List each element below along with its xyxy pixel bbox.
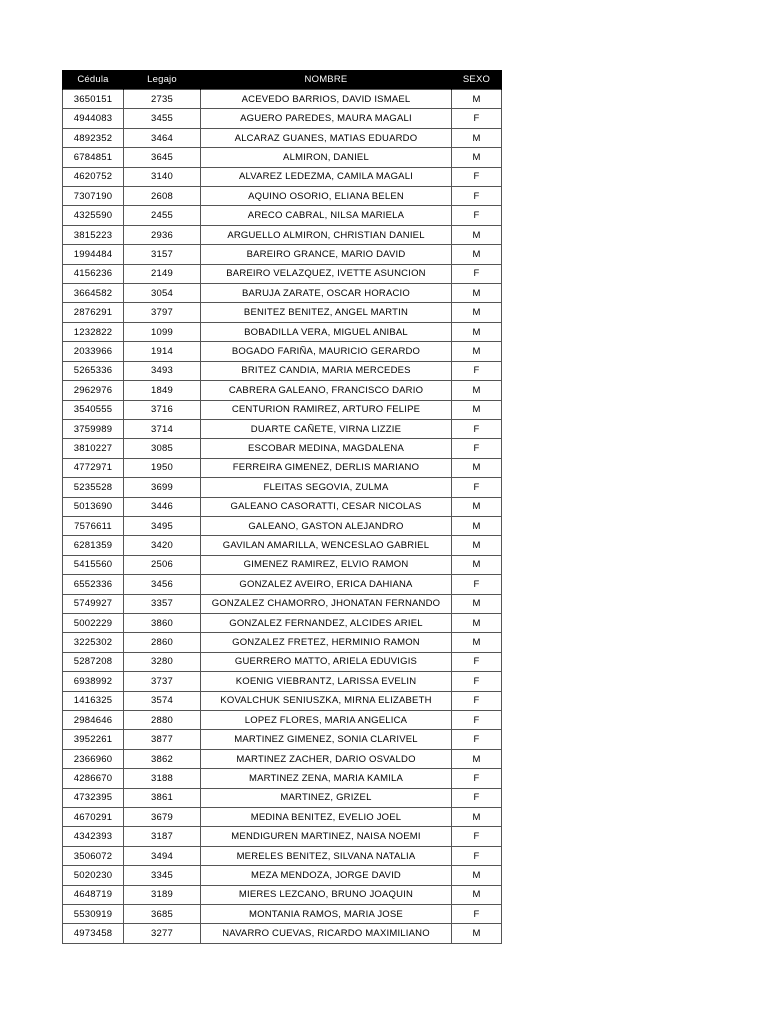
- nombre-cell: MEZA MENDOZA, JORGE DAVID: [201, 866, 452, 885]
- legajo-cell: 3645: [124, 148, 201, 167]
- legajo-cell: 3714: [124, 419, 201, 438]
- legajo-cell: 2455: [124, 206, 201, 225]
- cedula-cell: 5013690: [63, 497, 124, 516]
- legajo-cell: 3054: [124, 284, 201, 303]
- header-sexo: SEXO: [452, 70, 502, 90]
- sexo-cell: M: [452, 90, 502, 109]
- cedula-cell: 7576611: [63, 516, 124, 535]
- sexo-cell: M: [452, 381, 502, 400]
- table-row: [63, 672, 502, 691]
- cedula-cell: 6552336: [63, 575, 124, 594]
- table-row: [63, 652, 502, 671]
- table-row: [63, 769, 502, 788]
- nombre-cell: CENTURION RAMIREZ, ARTURO FELIPE: [201, 400, 452, 419]
- table-body: [63, 90, 502, 944]
- nombre-cell: LOPEZ FLORES, MARIA ANGELICA: [201, 711, 452, 730]
- legajo-cell: 3085: [124, 439, 201, 458]
- sexo-cell: F: [452, 419, 502, 438]
- nombre-cell: GALEANO, GASTON ALEJANDRO: [201, 516, 452, 535]
- sexo-cell: M: [452, 536, 502, 555]
- sexo-cell: M: [452, 303, 502, 322]
- legajo-cell: 3277: [124, 924, 201, 943]
- legajo-cell: 2149: [124, 264, 201, 283]
- nombre-cell: MARTINEZ GIMENEZ, SONIA CLARIVEL: [201, 730, 452, 749]
- legajo-cell: 3495: [124, 516, 201, 535]
- nombre-cell: ALCARAZ GUANES, MATIAS EDUARDO: [201, 128, 452, 147]
- nombre-cell: BOGADO FARIÑA, MAURICIO GERARDO: [201, 342, 452, 361]
- legajo-cell: 3455: [124, 109, 201, 128]
- table-row: [63, 303, 502, 322]
- table-row: [63, 924, 502, 943]
- legajo-cell: 3446: [124, 497, 201, 516]
- nombre-cell: MENDIGUREN MARTINEZ, NAISA NOEMI: [201, 827, 452, 846]
- legajo-cell: 3420: [124, 536, 201, 555]
- table-row: [63, 167, 502, 186]
- cedula-cell: 3815223: [63, 225, 124, 244]
- nombre-cell: BAREIRO VELAZQUEZ, IVETTE ASUNCION: [201, 264, 452, 283]
- sexo-cell: F: [452, 439, 502, 458]
- nombre-cell: GUERRERO MATTO, ARIELA EDUVIGIS: [201, 652, 452, 671]
- legajo-cell: 3861: [124, 788, 201, 807]
- legajo-cell: 3685: [124, 905, 201, 924]
- table-row: [63, 264, 502, 283]
- nombre-cell: FLEITAS SEGOVIA, ZULMA: [201, 478, 452, 497]
- table-row: [63, 575, 502, 594]
- legajo-cell: 3574: [124, 691, 201, 710]
- cedula-cell: 4156236: [63, 264, 124, 283]
- cedula-cell: 3952261: [63, 730, 124, 749]
- cedula-cell: 4325590: [63, 206, 124, 225]
- nombre-cell: GONZALEZ FERNANDEZ, ALCIDES ARIEL: [201, 613, 452, 632]
- cedula-cell: 5265336: [63, 361, 124, 380]
- nombre-cell: BOBADILLA VERA, MIGUEL ANIBAL: [201, 322, 452, 341]
- sexo-cell: F: [452, 187, 502, 206]
- table-row: [63, 148, 502, 167]
- nombre-cell: BRITEZ CANDIA, MARIA MERCEDES: [201, 361, 452, 380]
- sexo-cell: M: [452, 885, 502, 904]
- sexo-cell: M: [452, 322, 502, 341]
- cedula-cell: 5287208: [63, 652, 124, 671]
- legajo-cell: 3456: [124, 575, 201, 594]
- cedula-cell: 5530919: [63, 905, 124, 924]
- table-row: [63, 128, 502, 147]
- nombre-cell: MEDINA BENITEZ, EVELIO JOEL: [201, 808, 452, 827]
- sexo-cell: M: [452, 148, 502, 167]
- table-row: [63, 225, 502, 244]
- header-nombre: NOMBRE: [201, 70, 452, 90]
- sexo-cell: M: [452, 245, 502, 264]
- legajo-cell: 3877: [124, 730, 201, 749]
- cedula-cell: 4670291: [63, 808, 124, 827]
- nombre-cell: ESCOBAR MEDINA, MAGDALENA: [201, 439, 452, 458]
- legajo-cell: 3716: [124, 400, 201, 419]
- nombre-cell: ALVAREZ LEDEZMA, CAMILA MAGALI: [201, 167, 452, 186]
- legajo-cell: 3187: [124, 827, 201, 846]
- sexo-cell: F: [452, 711, 502, 730]
- legajo-cell: 3280: [124, 652, 201, 671]
- nombre-cell: DUARTE CAÑETE, VIRNA LIZZIE: [201, 419, 452, 438]
- nombre-cell: ACEVEDO BARRIOS, DAVID ISMAEL: [201, 90, 452, 109]
- nombre-cell: GALEANO CASORATTI, CESAR NICOLAS: [201, 497, 452, 516]
- legajo-cell: 3357: [124, 594, 201, 613]
- cedula-cell: 6938992: [63, 672, 124, 691]
- sexo-cell: F: [452, 206, 502, 225]
- cedula-cell: 3664582: [63, 284, 124, 303]
- cedula-cell: 4732395: [63, 788, 124, 807]
- sexo-cell: F: [452, 264, 502, 283]
- cedula-cell: 4648719: [63, 885, 124, 904]
- table-row: [63, 827, 502, 846]
- table-row: [63, 497, 502, 516]
- sexo-cell: M: [452, 284, 502, 303]
- sexo-cell: M: [452, 924, 502, 943]
- cedula-cell: 4342393: [63, 827, 124, 846]
- sexo-cell: F: [452, 905, 502, 924]
- header-row: [63, 70, 502, 90]
- table-row: [63, 516, 502, 535]
- legajo-cell: 3862: [124, 749, 201, 768]
- table-row: [63, 245, 502, 264]
- legajo-cell: 2608: [124, 187, 201, 206]
- table-row: [63, 187, 502, 206]
- legajo-cell: 2735: [124, 90, 201, 109]
- nombre-cell: CABRERA GALEANO, FRANCISCO DARIO: [201, 381, 452, 400]
- table-row: [63, 885, 502, 904]
- sexo-cell: M: [452, 633, 502, 652]
- nombre-cell: GONZALEZ CHAMORRO, JHONATAN FERNANDO: [201, 594, 452, 613]
- cedula-cell: 5235528: [63, 478, 124, 497]
- nombre-cell: GONZALEZ AVEIRO, ERICA DAHIANA: [201, 575, 452, 594]
- table-row: [63, 322, 502, 341]
- table-row: [63, 749, 502, 768]
- cedula-cell: 3650151: [63, 90, 124, 109]
- cedula-cell: 1994484: [63, 245, 124, 264]
- legajo-cell: 3699: [124, 478, 201, 497]
- legajo-cell: 3493: [124, 361, 201, 380]
- legajo-cell: 3464: [124, 128, 201, 147]
- nombre-cell: BAREIRO GRANCE, MARIO DAVID: [201, 245, 452, 264]
- nombre-cell: ARGUELLO ALMIRON, CHRISTIAN DANIEL: [201, 225, 452, 244]
- table-row: [63, 555, 502, 574]
- sexo-cell: F: [452, 361, 502, 380]
- cedula-cell: 2962976: [63, 381, 124, 400]
- sexo-cell: F: [452, 691, 502, 710]
- sexo-cell: F: [452, 672, 502, 691]
- sexo-cell: M: [452, 128, 502, 147]
- table-row: [63, 808, 502, 827]
- header-legajo: Legajo: [124, 70, 201, 90]
- legajo-cell: 3188: [124, 769, 201, 788]
- legajo-cell: 2936: [124, 225, 201, 244]
- table-row: [63, 342, 502, 361]
- cedula-cell: 4973458: [63, 924, 124, 943]
- sexo-cell: F: [452, 109, 502, 128]
- table-row: [63, 613, 502, 632]
- cedula-cell: 2366960: [63, 749, 124, 768]
- legajo-cell: 3737: [124, 672, 201, 691]
- table-row: [63, 633, 502, 652]
- sexo-cell: M: [452, 866, 502, 885]
- personnel-table: [62, 70, 502, 944]
- table-row: [63, 90, 502, 109]
- cedula-cell: 5749927: [63, 594, 124, 613]
- nombre-cell: GONZALEZ FRETEZ, HERMINIO RAMON: [201, 633, 452, 652]
- nombre-cell: AQUINO OSORIO, ELIANA BELEN: [201, 187, 452, 206]
- header-cedula: Cédula: [63, 70, 124, 90]
- cedula-cell: 1416325: [63, 691, 124, 710]
- table-row: [63, 381, 502, 400]
- nombre-cell: AGUERO PAREDES, MAURA MAGALI: [201, 109, 452, 128]
- nombre-cell: ALMIRON, DANIEL: [201, 148, 452, 167]
- nombre-cell: MARTINEZ ZACHER, DARIO OSVALDO: [201, 749, 452, 768]
- table-row: [63, 400, 502, 419]
- table-row: [63, 730, 502, 749]
- sexo-cell: F: [452, 478, 502, 497]
- nombre-cell: MONTANIA RAMOS, MARIA JOSE: [201, 905, 452, 924]
- table-row: [63, 905, 502, 924]
- cedula-cell: 4892352: [63, 128, 124, 147]
- sexo-cell: F: [452, 827, 502, 846]
- nombre-cell: KOVALCHUK SENIUSZKA, MIRNA ELIZABETH: [201, 691, 452, 710]
- legajo-cell: 2860: [124, 633, 201, 652]
- legajo-cell: 3679: [124, 808, 201, 827]
- legajo-cell: 3797: [124, 303, 201, 322]
- sexo-cell: M: [452, 613, 502, 632]
- table-row: [63, 594, 502, 613]
- table-row: [63, 711, 502, 730]
- cedula-cell: 3810227: [63, 439, 124, 458]
- table-row: [63, 536, 502, 555]
- cedula-cell: 5020230: [63, 866, 124, 885]
- table-row: [63, 458, 502, 477]
- sexo-cell: M: [452, 400, 502, 419]
- table-row: [63, 439, 502, 458]
- sexo-cell: F: [452, 846, 502, 865]
- nombre-cell: ARECO CABRAL, NILSA MARIELA: [201, 206, 452, 225]
- sexo-cell: F: [452, 652, 502, 671]
- cedula-cell: 4620752: [63, 167, 124, 186]
- sexo-cell: M: [452, 516, 502, 535]
- legajo-cell: 1849: [124, 381, 201, 400]
- cedula-cell: 7307190: [63, 187, 124, 206]
- legajo-cell: 1950: [124, 458, 201, 477]
- sexo-cell: F: [452, 575, 502, 594]
- legajo-cell: 3494: [124, 846, 201, 865]
- cedula-cell: 3506072: [63, 846, 124, 865]
- sexo-cell: F: [452, 769, 502, 788]
- table-row: [63, 866, 502, 885]
- cedula-cell: 1232822: [63, 322, 124, 341]
- cedula-cell: 2876291: [63, 303, 124, 322]
- cedula-cell: 5002229: [63, 613, 124, 632]
- sexo-cell: F: [452, 788, 502, 807]
- sexo-cell: F: [452, 167, 502, 186]
- nombre-cell: NAVARRO CUEVAS, RICARDO MAXIMILIANO: [201, 924, 452, 943]
- cedula-cell: 4286670: [63, 769, 124, 788]
- legajo-cell: 3860: [124, 613, 201, 632]
- nombre-cell: BENITEZ BENITEZ, ANGEL MARTIN: [201, 303, 452, 322]
- cedula-cell: 3225302: [63, 633, 124, 652]
- table-row: [63, 206, 502, 225]
- nombre-cell: MARTINEZ, GRIZEL: [201, 788, 452, 807]
- nombre-cell: MARTINEZ ZENA, MARIA KAMILA: [201, 769, 452, 788]
- legajo-cell: 2506: [124, 555, 201, 574]
- sexo-cell: M: [452, 594, 502, 613]
- sexo-cell: M: [452, 555, 502, 574]
- cedula-cell: 6784851: [63, 148, 124, 167]
- sexo-cell: M: [452, 458, 502, 477]
- legajo-cell: 1099: [124, 322, 201, 341]
- sexo-cell: M: [452, 342, 502, 361]
- legajo-cell: 1914: [124, 342, 201, 361]
- legajo-cell: 3189: [124, 885, 201, 904]
- table-row: [63, 691, 502, 710]
- sexo-cell: M: [452, 497, 502, 516]
- cedula-cell: 6281359: [63, 536, 124, 555]
- sexo-cell: M: [452, 225, 502, 244]
- sexo-cell: M: [452, 808, 502, 827]
- cedula-cell: 2033966: [63, 342, 124, 361]
- cedula-cell: 3759989: [63, 419, 124, 438]
- table-row: [63, 361, 502, 380]
- sexo-cell: F: [452, 730, 502, 749]
- cedula-cell: 5415560: [63, 555, 124, 574]
- cedula-cell: 2984646: [63, 711, 124, 730]
- nombre-cell: KOENIG VIEBRANTZ, LARISSA EVELIN: [201, 672, 452, 691]
- table-row: [63, 788, 502, 807]
- legajo-cell: 3345: [124, 866, 201, 885]
- legajo-cell: 2880: [124, 711, 201, 730]
- table-row: [63, 109, 502, 128]
- nombre-cell: MERELES BENITEZ, SILVANA NATALIA: [201, 846, 452, 865]
- table-row: [63, 284, 502, 303]
- nombre-cell: BARUJA ZARATE, OSCAR HORACIO: [201, 284, 452, 303]
- nombre-cell: MIERES LEZCANO, BRUNO JOAQUIN: [201, 885, 452, 904]
- cedula-cell: 3540555: [63, 400, 124, 419]
- table-row: [63, 846, 502, 865]
- nombre-cell: GAVILAN AMARILLA, WENCESLAO GABRIEL: [201, 536, 452, 555]
- nombre-cell: GIMENEZ RAMIREZ, ELVIO RAMON: [201, 555, 452, 574]
- cedula-cell: 4772971: [63, 458, 124, 477]
- sexo-cell: M: [452, 749, 502, 768]
- cedula-cell: 4944083: [63, 109, 124, 128]
- legajo-cell: 3157: [124, 245, 201, 264]
- table-row: [63, 478, 502, 497]
- legajo-cell: 3140: [124, 167, 201, 186]
- nombre-cell: FERREIRA GIMENEZ, DERLIS MARIANO: [201, 458, 452, 477]
- table-row: [63, 419, 502, 438]
